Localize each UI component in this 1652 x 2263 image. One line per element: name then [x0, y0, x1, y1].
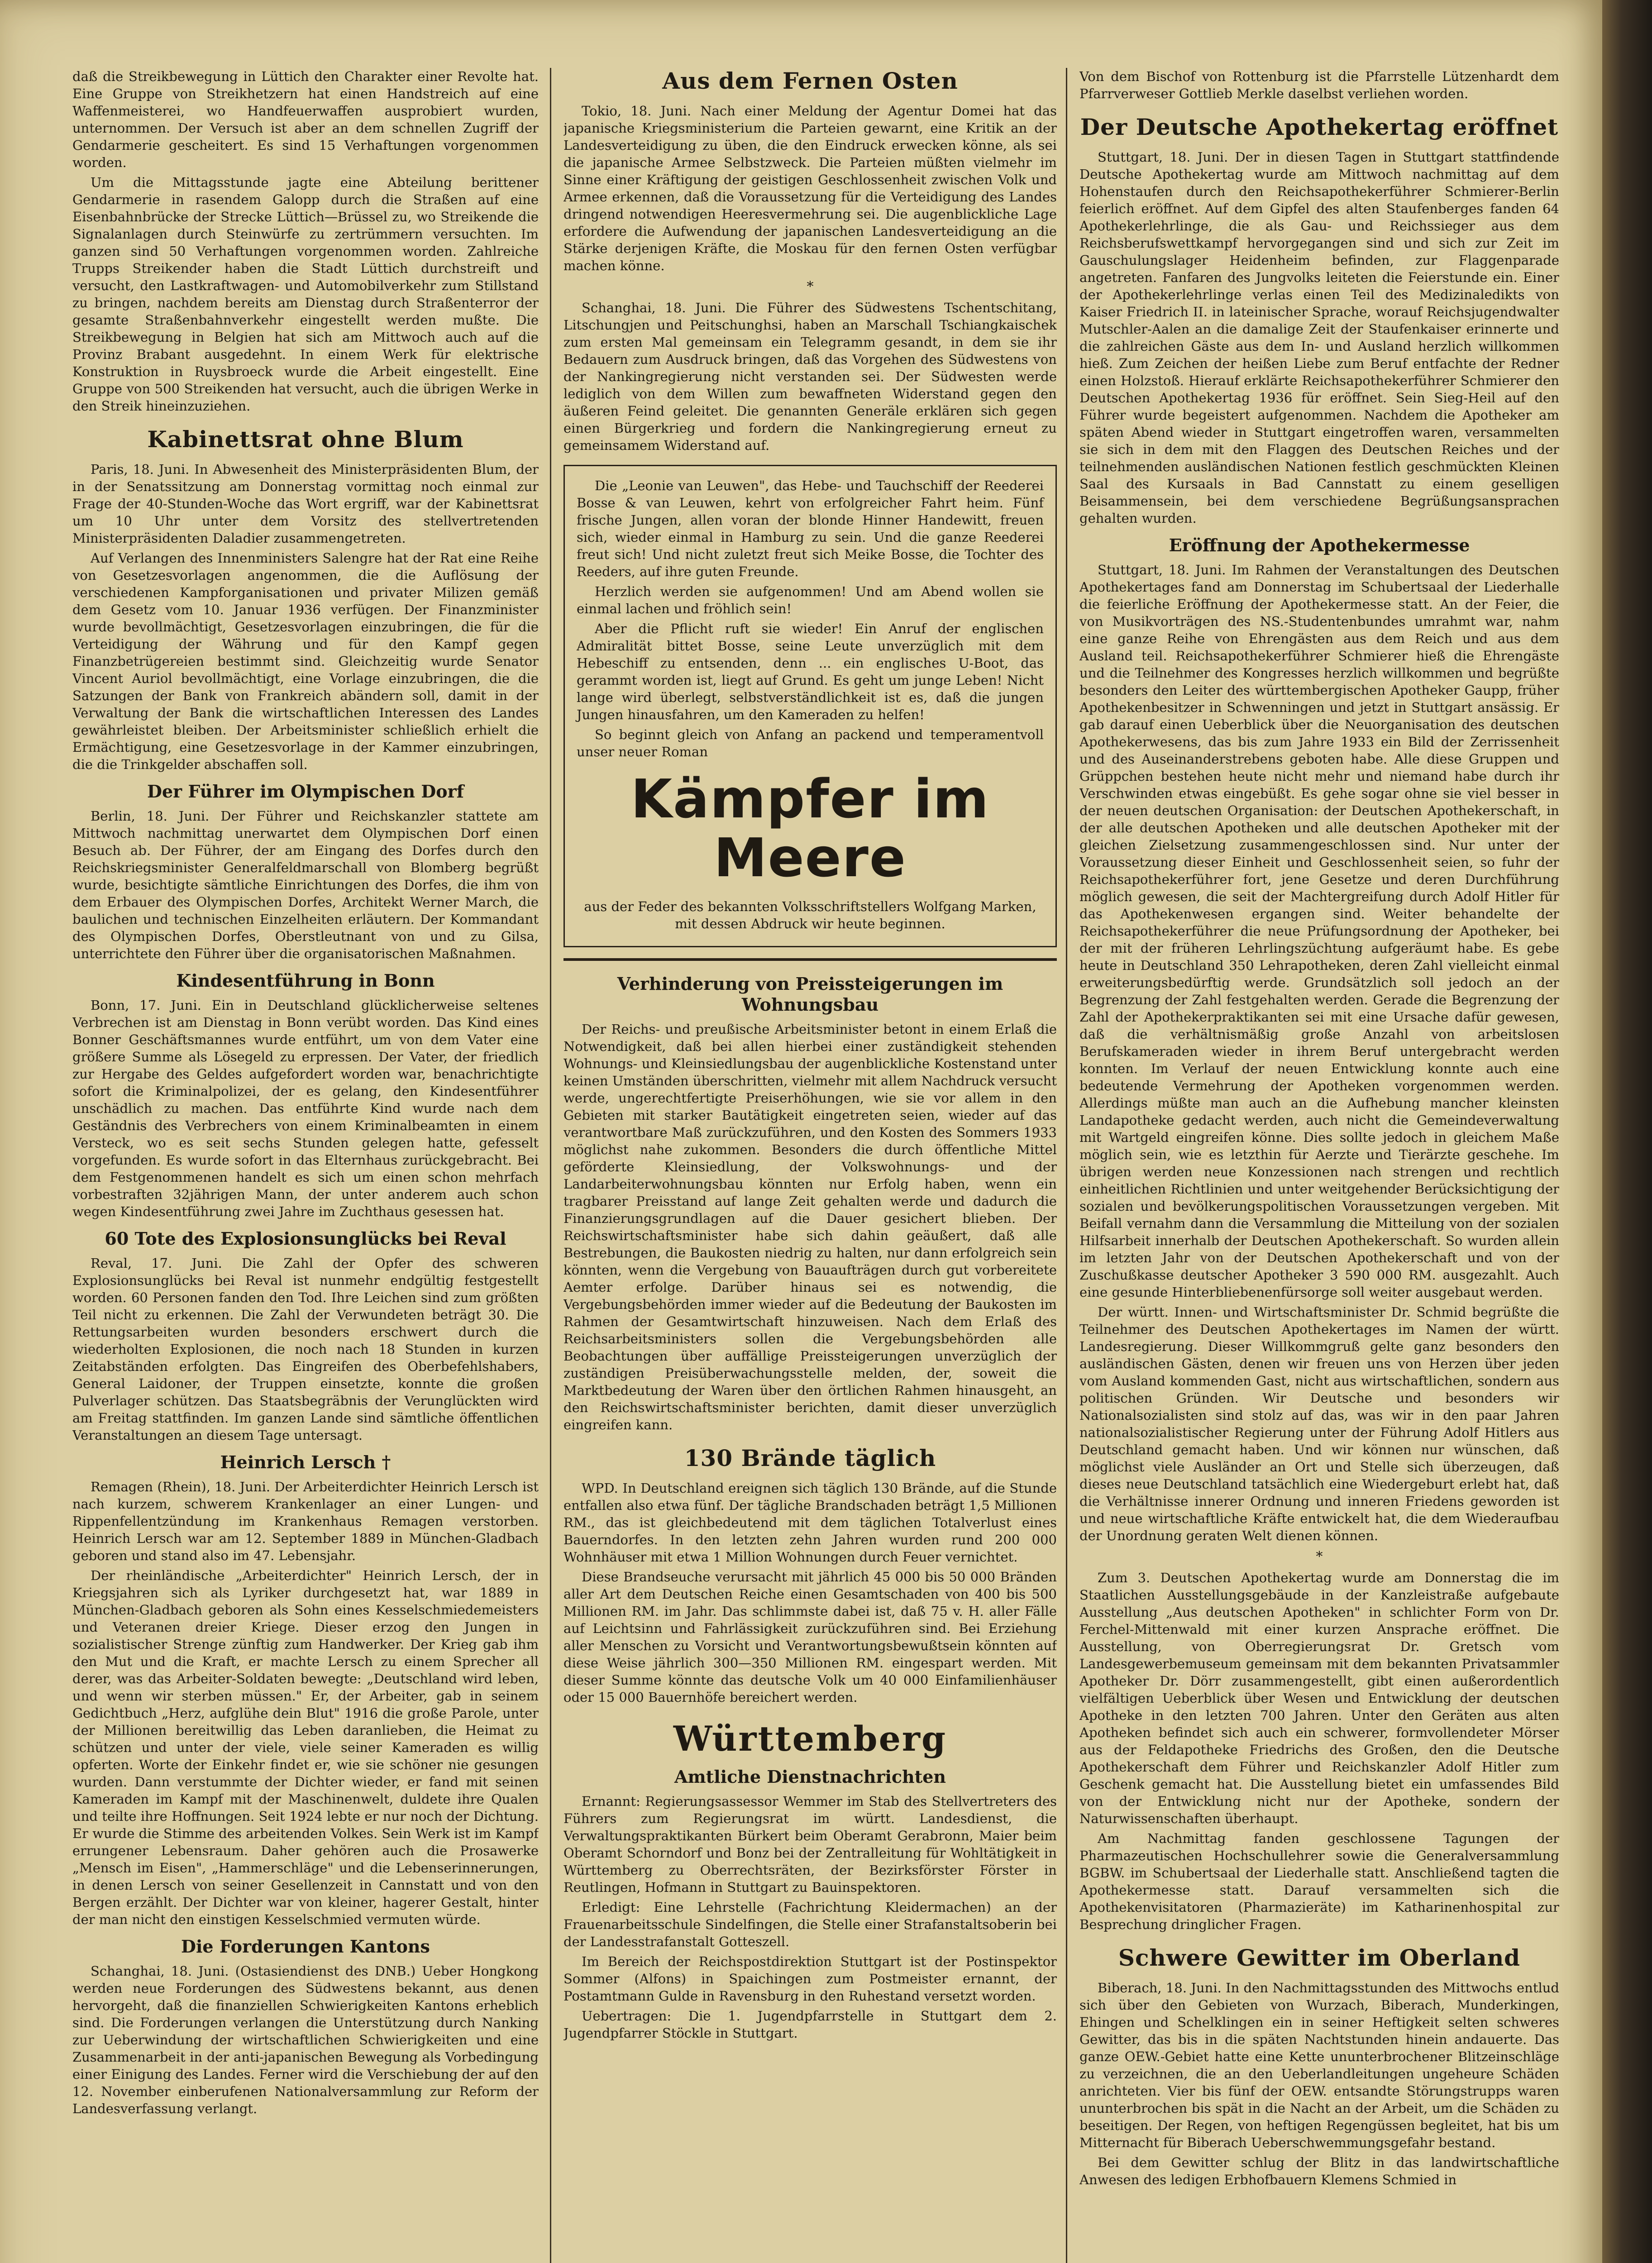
headline-olympisches-dorf: Der Führer im Olympischen Dorf: [147, 781, 464, 802]
column-middle: [563, 68, 1057, 2263]
headline-lersch: Heinrich Lersch †: [220, 1452, 391, 1472]
article-paragraph: Diese Brandseuche verursacht mit jährlich 45 000 bis 50 000 Bränden aller Art dem Deutschen Reiche einen Gesamtschaden von 400 bis 500 Millionen RM. im Jahr. Das schlimmste dabei ist, daß 75 v. H. aller Fälle auf Leichtsinn und Fahrlässigkeit zurückzuführen sind. Bei Erziehung aller Menschen zu Vorsicht und Verantwortungsbewußtsein könnten auf diese Weise jährlich 300—350 Millionen RM. eingespart werden. Mit dieser Summe könnte das deutsche Volk um 40 000 Einfamilienhäuser oder 15 000 Bauernhöfe bereichert werden.: [563, 1569, 1057, 1705]
headline-preissteigerungen: Verhinderung von Preissteigerungen im Wohnungsbau: [617, 974, 1003, 1015]
novel-author-line: aus der Feder des bekannten Volksschriftstellers Wolfgang Marken, mit dessen Abdruck wir heute beginnen.: [584, 899, 1036, 931]
headline-kantons: Die Forderungen Kantons: [181, 1936, 430, 1957]
article-paragraph: Bonn, 17. Juni. Ein in Deutschland glücklicherweise seltenes Verbrechen ist am Dienstag in Bonn verübt worden. Das Kind eines Bonner Geschäftsmannes wurde entführt, um von dem Vater eine größere Summe als Lösegeld zu erpressen. Der Vater, der friedlich zur Hergabe des Geldes aufgefordert worden war, benachrichtigte sofort die Kriminalpolizei, der es gelang, den Kindesentführer unschädlich zu machen. Das entführte Kind wurde nach dem Geständnis des Verbrechers von einem Kriminalbeamten in einem Versteck, wo es seit sechs Stunden gelegen hatte, gefesselt vorgefunden. Es wurde sofort in das Elternhaus zurückgebracht. Bei dem Festgenommenen handelt es sich um einen schon mehrfach vorbestraften 32jährigen Mann, der unter anderem auch schon wegen Kindesentführung zwei Jahre im Zuchthaus gesessen hat.: [72, 998, 539, 1219]
article-paragraph: Um die Mittagsstunde jagte eine Abteilung berittener Gendarmerie in rasendem Galopp durch die Straßen auf eine Eisenbahnbrücke der Strecke Lüttich—Brüssel zu, wo Streikende die Signalanlagen durch Steinwürfe zu zertrümmern versuchten. Im ganzen sind 50 Verhaftungen vorgenommen worden. Zahlreiche Trupps Streikender haben die Stadt Lüttich durchstreift und versucht, den Lastkraftwagen- und Automobilverkehr zum Stillstand zu bringen, nachdem bereits am Dienstag durch Straßenterror der gesamte Straßenbahnverkehr eingestellt werden mußte. Die Streikbewegung in Belgien hat sich am Mittwoch auch auf die Provinz Brabant ausgedehnt. In einem Werk für elektrische Konstruktion in Ruysbroeck wurde die Arbeit eingestellt. Eine Gruppe von 500 Streikenden hat versucht, auch die übrigen Werke in den Streik hineinzuziehen.: [72, 175, 539, 414]
novel-paragraph: Herzlich werden sie aufgenommen! Und am Abend wollen sie einmal lachen und fröhlich sein!: [577, 584, 1044, 616]
column-right: [1079, 68, 1559, 2263]
article-paragraph: Schanghai, 18. Juni. (Ostasiendienst des DNB.) Ueber Hongkong werden neue Forderungen des Südwestens bekannt, aus denen hervorgeht, daß die finanziellen Schwierigkeiten Kantons erheblich sind. Die Forderungen verlangen die Unterstützung durch Nanking zur Ueberwindung der wirtschaftlichen Schwierigkeiten und eine Zusammenarbeit in der anti-japanischen Bewegung als Vorbedingung einer Einigung des Landes. Ferner wird die Verschiebung der auf den 12. November einberufenen Nationalversammlung zur Reform der Landesverfassung verlangt.: [72, 1963, 539, 2116]
article-paragraph: WPD. In Deutschland ereignen sich täglich 130 Brände, auf die Stunde entfallen also etwa fünf. Der tägliche Brandschaden beträgt 1,5 Millionen RM., das ist gleichbedeutend mit dem täglichen Totalverlust eines Bauerndorfes. In den letzten zehn Jahren wurden rund 200 000 Wohnhäuser mit etwa 1 Million Wohnungen durch Feuer vernichtet.: [563, 1480, 1057, 1565]
article-paragraph: Erledigt: Eine Lehrstelle (Fachrichtung Kleidermachen) an der Frauenarbeitsschule Sindelfingen, die Stelle einer Strafanstaltsoberin bei der Landesstrafanstalt Gotteszell.: [563, 1900, 1057, 1949]
headline-kindesentfuehrung: Kindesentführung in Bonn: [176, 970, 435, 991]
article-paragraph: Paris, 18. Juni. In Abwesenheit des Ministerpräsidenten Blum, der in der Senatssitzung am Donnerstag vormittag noch einmal zur Frage der 40-Stunden-Woche das Wort ergriff, war der Kabinettsrat um 10 Uhr unter dem Vorsitz des stellvertretenden Ministerpräsidenten Daladier zusammengetreten.: [72, 462, 539, 546]
article-paragraph: daß die Streikbewegung in Lüttich den Charakter einer Revolte hat. Eine Gruppe von Streikhetzern hat einen Handstreich auf eine Waffenmeisterei, wo Handfeuerwaffen ausprobiert wurden, unternommen. Der Versuch ist aber an dem schnellen Zugriff der Gendarmerie gescheitert. Es sind 15 Verhaftungen vorgenommen worden.: [72, 69, 539, 170]
article-paragraph: Berlin, 18. Juni. Der Führer und Reichskanzler stattete am Mittwoch nachmittag unerwartet dem Olympischen Dorf einen Besuch ab. Der Führer, der am Eingang des Dorfes durch den Reichskriegsminister Generalfeldmarschall von Blomberg begrüßt wurde, besichtigte sämtliche Einrichtungen des Dorfes, die ihm von dem Erbauer des Olympischen Dorfes, Architekt Werner March, die baulichen und technischen Einzelheiten erläutern. Der Kommandant des Olympischen Dorfes, Oberstleutnant von und zu Gilsa, unterrichtete den Führer über die organisatorischen Maßnahmen.: [72, 808, 539, 961]
separator-star: *: [1316, 1549, 1323, 1565]
headline-kabinettsrat: Kabinettsrat ohne Blum: [147, 426, 464, 453]
article-paragraph: Von dem Bischof von Rottenburg ist die Pfarrstelle Lützenhardt dem Pfarrverweser Gottlieb Merkle daselbst verliehen worden.: [1079, 69, 1559, 101]
headline-fernen-osten: Aus dem Fernen Osten: [662, 68, 958, 94]
article-paragraph: Stuttgart, 18. Juni. Der in diesen Tagen in Stuttgart stattfindende Deutsche Apothekertag wurde am Mittwoch nachmittag auf dem Hohenstaufen durch den Reichsapothekerführer Schmierer-Berlin feierlich eröffnet. Auf dem Gipfel des alten Staufenberges fanden 64 Apothekerlehrlinge, die als Gau- und Reichssieger aus dem Reichsberufswettkampf hervorgegangen sind und sich zur Zeit im Gauschulungslager Heidenheim befinden, zur Flaggenparade angetreten. Fanfaren des Jungvolks leiteten die Feierstunde ein. Einer der Apothekerlehrlinge verlas einen Teil des Medizinaledikts von Kaiser Friedrich II. in lateinischer Sprache, worauf Reichsjugendwalter Mutschler-Aalen an die damalige Zeit der Staufenkaiser erinnerte und die zahlreichen Gäste aus dem In- und Ausland herzlich willkommen hieß. Zum Zeichen der heißen Liebe zum Beruf entfachte der Redner einen Holzstoß. Hierauf erklärte Reichsapothekerführer Schmierer den Deutschen Apothekertag 1936 für eröffnet. Sein Sieg-Heil auf den Führer wurde begeistert aufgenommen. Nachdem die Apotheker am späten Abend wieder in Stuttgart eingetroffen waren, versammelten sie sich in dem mit den Flaggen des Deutschen Reiches und der teilnehmenden ausländischen Nationen festlich geschmückten Kleinen Saal des Kursaals in Bad Cannstatt zu einem geselligen Beisammensein, bei dem verschiedene Begrüßungsansprachen gehalten wurden.: [1079, 149, 1559, 526]
headline-braende: 130 Brände täglich: [684, 1445, 936, 1471]
article-paragraph: Am Nachmittag fanden geschlossene Tagungen der Pharmazeutischen Hochschullehrer sowie die Generalversammlung BGBW. im Schubertsaal der Liederhalle statt. Anschließend tagten die Apothekermesse statt. Darauf versammelten sich die Apothekenvisitatoren (Pharmazieräte) im Katharinenhospital zur Besprechung dringlicher Fragen.: [1079, 1831, 1559, 1932]
column-rule: [1066, 68, 1067, 2263]
article-paragraph: Tokio, 18. Juni. Nach einer Meldung der Agentur Domei hat das japanische Kriegsministerium die Parteien gewarnt, eine Kritik an der Landesverteidigung zu üben, die den Eindruck erwecken könne, als sei die japanische Armee Selbstzweck. Die Parteien müßten vielmehr im Sinne einer Kräftigung der geistigen Geschlossenheit zwischen Volk und Armee erkennen, daß die Voraussetzung für die Verteidigung des Landes dringend notwendigen Heeresvermehrung sei. Die augenblickliche Lage erfordere die Aufwendung der japanischen Landesverteidigung an die Stärke derjenigen Kräfte, die Moskau für den fernen Osten verfügbar machen könne.: [563, 103, 1057, 273]
article-paragraph: Ernannt: Regierungsassessor Wemmer im Stab des Stellvertreters des Führers zum Regierungsrat im württ. Landesdienst, die Verwaltungspraktikanten Bürkert beim Oberamt Gerabronn, Maier beim Oberamt Schorndorf und Bonz bei der Zentralleitung für Wohltätigkeit in Württemberg zu Oberrechtsräten, der Bezirksförster Förster in Reutlingen, Hofmann in Stuttgart zu Bauinspektoren.: [563, 1794, 1057, 1895]
article-paragraph: Der württ. Innen- und Wirtschaftsminister Dr. Schmid begrüßte die Teilnehmer des Deutschen Apothekertages im Namen der württ. Landesregierung. Dieser Willkommgruß gelte ganz besonders den ausländischen Gästen, denen wir freuen uns von Herzen über jeden vom Ausland kommenden Gast, nicht aus wirtschaftlichen, sondern aus politischen Gründen. Wir Deutsche und besonders wir Nationalsozialisten sind stolz auf das, was wir in den paar Jahren nationalsozialistischer Regierung unter der Führung Adolf Hitlers aus Deutschland gemacht haben. Und wir können nur wünschen, daß möglichst viele Ausländer an Ort und Stelle sich überzeugen, daß dieses neue Deutschland tatsächlich eine Wiedergeburt erlebt hat, daß die Verhältnisse innerer Ordnung und inneren Friedens geworden ist und neue wirtschaftliche Kräfte entwickelt hat, die dem Wiederaufbau der Unordnung geraten Welt dienen können.: [1079, 1304, 1559, 1543]
article-paragraph: Remagen (Rhein), 18. Juni. Der Arbeiterdichter Heinrich Lersch ist nach kurzem, schwerem Krankenlager an einer Lungen- und Rippenfellentzündung im Krankenhaus Remagen verstorben. Heinrich Lersch war am 12. September 1889 in München-Gladbach geboren und stand also im 47. Lebensjahr.: [72, 1479, 539, 1563]
article-paragraph: Zum 3. Deutschen Apothekertag wurde am Donnerstag die im Staatlichen Ausstellungsgebäude in der Kanzleistraße aufgebaute Ausstellung „Aus deutschen Apotheken" in schlichter Form von Dr. Ferchel-Mittenwald mit einer kurzen Ansprache eröffnet. Die Ausstellung, von Oberregierungsrat Dr. Gretsch vom Landesgewerbemuseum gemeinsam mit dem bekannten Privatsammler Apotheker Dr. Dörr zusammengestellt, gibt einen außerordentlich vielfältigen Ueberblick über Wesen und Entwicklung der deutschen Apotheke in den letzten 700 Jahren. Unter den Geräten aus alten Apotheken befindet sich auch ein schwerer, formvollendeter Mörser aus der Feldapotheke Friedrichs des Großen, den die Deutsche Apothekerschaft dem Führer und Reichskanzler Adolf Hitler zum Geschenk gemacht hat. Die Ausstellung bietet ein umfassendes Bild von der Entwicklung nicht nur der Apotheke, sondern der Naturwissenschaften überhaupt.: [1079, 1570, 1559, 1826]
headline-apothekermesse: Eröffnung der Apothekermesse: [1169, 535, 1470, 555]
article-paragraph: Schanghai, 18. Juni. Die Führer des Südwestens Tschentschitang, Litschungjen und Peitschunghsi, haben an Marschall Tschiangkaischek zum ersten Mal gemeinsam ein Telegramm gesandt, in dem sie ihr Bedauern zum Ausdruck bringen, daß das Vorgehen des Südwestens von der Nankingregierung nicht verstanden sei. Der Südwesten werde lediglich von dem Willen zum bewaffneten Widerstand gegen den äußeren Feind geleitet. Die genannten Generäle erklären sich gegen einen Bürgerkrieg und fordern die Nankingregierung erneut zu gemeinsamem Widerstand auf.: [563, 300, 1057, 453]
article-paragraph: Reval, 17. Juni. Die Zahl der Opfer des schweren Explosionsunglücks bei Reval ist nunmehr endgültig festgestellt worden. 60 Personen fanden den Tod. Ihre Leichen sind zum größten Teil nicht zu erkennen. Die Zahl der Verwundeten beträgt 30. Die Rettungsarbeiten wurden besonders erschwert durch die wiederholten Explosionen, die noch nach 18 Stunden in kurzen Zeitabständen erfolgten. Das Eingreifen des Oberbefehlshabers, General Laidoner, der Truppen einsetzte, konnte die großen Pulverlager schützen. Das Staatsbegräbnis der Verunglückten wird am Freitag stattfinden. Im ganzen Lande sind sämtliche öffentlichen Veranstaltungen an diesem Tage untersagt.: [72, 1256, 539, 1443]
headline-gewitter: Schwere Gewitter im Oberland: [1118, 1944, 1521, 1971]
novel-paragraph: So beginnt gleich von Anfang an packend und temperamentvoll unser neuer Roman: [577, 727, 1044, 759]
article-paragraph: Stuttgart, 18. Juni. Im Rahmen der Veranstaltungen des Deutschen Apothekertages fand am Donnerstag im Schubertsaal der Liederhalle die feierliche Eröffnung der Apothekermesse statt. An der Feier, die von Musikvorträgen des NS.-Studentenbundes umrahmt war, nahm eine ganze Reihe von Ehrengästen aus dem Reich und aus dem Ausland teil. Reichsapothekerführer Schmierer hieß die Ehrengäste und die Teilnehmer des Kongresses herzlich willkommen und begrüßte besonders den Leiter des württembergischen Apotheker Gaupp, früher Apothekenbesitzer in Schwenningen und jetzt in Stuttgart ansässig. Er gab darauf einen Ueberblick über die Neuorganisation des deutschen Apothekerwesens, das bis zum Jahre 1933 ein Bild der Zerrissenheit und des Auseinanderstrebens geboten habe. Alle diese Gruppen und Grüppchen bestehen heute nicht mehr und niemand habe durch ihr Verschwinden etwas eingebüßt. Es gehe sogar ohne sie viel besser in der neuen deutschen Organisation: der Deutschen Apothekerschaft, in der alle deutschen Apotheken und alle deutschen Apotheker mit der gleichen Zielsetzung zusammengeschlossen sind. Nur unter der Voraussetzung dieser Einheit und Geschlossenheit seien, so fuhr der Reichsapothekerführer fort, jene Gesetze und deren Durchführung möglich gewesen, die seit der Machtergreifung durch Adolf Hitler für das Apothekenwesen ergangen sind. Weiter behandelte der Reichsapothekerführer die neue Prüfungsordnung der Apotheker, bei der mit der früheren Lehrlingszüchtung aufgeräumt habe. Es gebe heute in Deutschland 350 Lehrapotheken, deren Zahl vielleicht einmal erweiterungsbedürftig werde. Grundsätzlich soll jedoch an der Begrenzung der Zahl festgehalten werden. Gerade die Begrenzung der Zahl der Apothekerpraktikanten sei mit eine Ursache dafür gewesen, daß die verhältnismäßig große Anzahl von arbeitslosen Berufskameraden wieder in ihrem Beruf untergebracht werden konnten. Im Verlauf der neuen Entwicklung konnte auch eine bedeutende Vermehrung der Apotheken vorgenommen werden. Allerdings müßte man auch an die Aufhebung mancher kleinsten Landapotheke gedacht werden, auch nicht die Gemeindeverwaltung mit Wartgeld eingreifen könne. Dies sollte jedoch in gleichem Maße möglich sein, wie es letzthin für Aerzte und Tierärzte geschehe. Im übrigen werden neue Konzessionen nach strengen und rechtlich einheitlichen Richtlinien und unter weitgehender Berücksichtigung der sozialen und bevölkerungspolitischen Voraussetzungen vergeben. Mit Beifall vernahm dann die Versammlung die Mitteilung von der sozialen Hilfsarbeit innerhalb der Deutschen Apothekerschaft. So wurden allein im letzten Jahr von der Deutschen Apothekerschaft und von der Zuschußkasse deutscher Apotheker 3 590 000 RM. ausgezahlt. Auch eine gesunde Hinterbliebenenfürsorge soll weiter ausgebaut werden.: [1079, 562, 1559, 1300]
book-binding-edge: [1602, 0, 1652, 2263]
column-rule: [550, 68, 551, 2263]
section-divider: [563, 958, 1057, 965]
headline-apothekertag: Der Deutsche Apothekertag eröffnet: [1080, 114, 1559, 140]
article-paragraph: Auf Verlangen des Innenministers Salengre hat der Rat eine Reihe von Gesetzesvorlagen angenommen, die die Auflösung der verschiedenen Kampforganisationen und privater Milizen gemäß dem Gesetz vom 10. Januar 1936 verfügen. Der Finanzminister wurde bevollmächtigt, Gesetzesvorlagen einzubringen, die für die Verteidigung der Währung und für den Kampf gegen Finanzbetrügereien bestimmt sind. Gleichzeitig wurde Senator Vincent Auriol bevollmächtigt, eine Vorlage einzubringen, die die Satzungen der Bank von Frankreich abändern soll, damit in der Verwaltung der Bank die wirtschaftlichen Interessen des Landes gewährleistet bleiben. Der Arbeitsminister schließlich erhielt die Ermächtigung, eine Gesetzesvorlage in der Kammer einzubringen, die die Trinkgelder abschaffen soll.: [72, 550, 539, 772]
column-left: [72, 68, 539, 2263]
article-paragraph: Der Reichs- und preußische Arbeitsminister betont in einem Erlaß die Notwendigkeit, daß bei allen hierbei einer zuständigkeit stehenden Wohnungs- und Kleinsiedlungsbau der augenblickliche Kostenstand unter keinen Umständen überschritten, vielmehr mit allem Nachdruck versucht werde, ungerechtfertigte Preiserhöhungen, wie sie vor allem in den Gebieten mit starker Bautätigkeit eingetreten seien, wieder auf das verantwortbare Maß zurückzuführen, und den Kosten des Sommers 1933 möglichst nahe zukommen. Besonders die durch öffentliche Mittel geförderte Kleinsiedlung, der Volkswohnungs- und der Landarbeiterwohnungsbau könnten nur Erfolg haben, wenn ein tragbarer Preisstand auf lange Zeit gehalten werde und dadurch die Finanzierungsgrundlagen auf die Dauer gesichert blieben. Der Reichswirtschaftsminister habe sich dahin geäußert, daß alle Bestrebungen, die Baukosten niedrig zu halten, nur dann erfolgreich sein könnten, wenn die Vergebung von Bauaufträgen durch gut vorbereitete Aemter erfolge. Darüber hinaus sei es notwendig, die Vergebungsbehörden immer wieder auf die Bedeutung der Baukosten im Rahmen der Gesamtwirtschaft hinzuweisen. Nach dem Erlaß des Reichsarbeitsministers sollen die Vergebungsbehörden alle Beobachtungen über auffällige Preissteigerungen unverzüglich der zuständigen Preisüberwachungsstelle melden, der, soweit die Marktbedeutung der Waren über den örtlichen Rahmen hinausgeht, an den Reichswirtschaftsminister berichten, damit dieser unverzüglich eingreifen kann.: [563, 1022, 1057, 1432]
article-paragraph: Uebertragen: Die 1. Jugendpfarrstelle in Stuttgart dem 2. Jugendpfarrer Stöckle in Stuttgart.: [563, 2008, 1057, 2041]
article-paragraph: Der rheinländische „Arbeiterdichter" Heinrich Lersch, der in Kriegsjahren sich als Lyriker durchgesetzt hat, war 1889 in München-Gladbach geboren als Sohn eines Kesselschmiedemeisters und Veteranen dreier Kriege. Dieser erzog den Jungen in sozialistischer Strenge zünftig zum Handwerker. Der Krieg gab ihm den Mut und die Kraft, er machte Lersch zu einem Sprecher all derer, was das Arbeiter-Soldaten bewegte: „Deutschland wird leben, und wenn wir sterben müssen." Er, der Arbeiter, gab in seinem Gedichtbuch „Herz, aufglühe dein Blut" 1916 die große Parole, unter der Millionen bereitwillig das Leben daranlieben, die Heimat zu schützen und unter der viele, viele seiner Kameraden es willig opferten. Worte der Einkehr findet er, wie sie schöner nie gesungen wurden. Dann verstummte der Dichter wieder, er fand mit seinen Kameraden im Kampf mit der Maschinenwelt, duldete ihre Qualen und teilte ihre Hoffnungen. Seit 1924 lebte er nur noch der Dichtung. Er wurde die Stimme des arbeitenden Volkes. Sein Werk ist im Kampf errungener Lebensraum. Daher gehören auch die Prosawerke „Mensch im Eisen", „Hammerschläge" und die Lebenserinnerungen, in denen Lersch von seiner Gesellenzeit in Cannstatt und von den Bergen erzählt. Der Dichter war von kleiner, hagerer Gestalt, hinter der man nicht den einstigen Kesselschmied vermuten würde.: [72, 1568, 539, 1927]
headline-dienstnachrichten: Amtliche Dienstnachrichten: [674, 1766, 946, 1787]
article-paragraph: Biberach, 18. Juni. In den Nachmittagsstunden des Mittwochs entlud sich über den Gebieten von Wurzach, Biberach, Munderkingen, Ehingen und Schelklingen ein in seiner Heftigkeit selten schweres Gewitter, das bis in die späten Nachtstunden hinein andauerte. Das ganze OEW.-Gebiet hatte eine Kette ununterbrochener Blitzeinschläge zu verzeichnen, die an den Ueberlandleitungen ungeheure Schäden anrichteten. Vier bis fünf der OEW. entsandte Störungstrupps waren ununterbrochen bis spät in die Nacht an der Arbeit, um die Schäden zu beseitigen. Der Regen, von heftigen Regengüssen begleitet, hat bis um Mitternacht für Biberach Ueberschwemmungsgefahr bestand.: [1079, 1980, 1559, 2150]
section-title-wuerttemberg: Württemberg: [673, 1719, 947, 1759]
headline-reval: 60 Tote des Explosionsunglücks bei Reval: [105, 1228, 506, 1249]
serial-novel-announcement: [563, 465, 1057, 947]
novel-paragraph: Aber die Pflicht ruft sie wieder! Ein Anruf der englischen Admiralität bittet Bosse, seine Leute unverzüglich mit dem Hebeschiff zu entsenden, denn ... ein englisches U-Boot, das gerammt worden ist, liegt auf Grund. Es geht um junge Leben! Nicht lange wird überlegt, selbstverständlichkeit ist es, daß die jungen Jungen hinausfahren, um den Kameraden zu helfen!: [577, 621, 1044, 722]
article-paragraph: Bei dem Gewitter schlug der Blitz in das landwirtschaftliche Anwesen des ledigen Erbhofbauern Klemens Schmied in: [1079, 2155, 1559, 2187]
novel-title: Kämpfer im Meere: [630, 768, 990, 889]
article-paragraph: Im Bereich der Reichspostdirektion Stuttgart ist der Postinspektor Sommer (Alfons) in Spaichingen zum Postmeister ernannt, der Postamtmann Gulde in Ravensburg in den Ruhestand versetzt worden.: [563, 1954, 1057, 2004]
novel-paragraph: Die „Leonie van Leuwen", das Hebe- und Tauchschiff der Reederei Bosse & van Leuwen, kehrt von erfolgreicher Fahrt heim. Fünf frische Jungen, allen voran der blonde Hinner Handewitt, freuen sich, wieder einmal in Hamburg zu sein. Und die ganze Reederei freut sich! Und nicht zuletzt freut sich Meike Bosse, die Tochter des Reeders, auf ihre guten Freunde.: [577, 478, 1044, 579]
separator-star: *: [807, 279, 814, 295]
